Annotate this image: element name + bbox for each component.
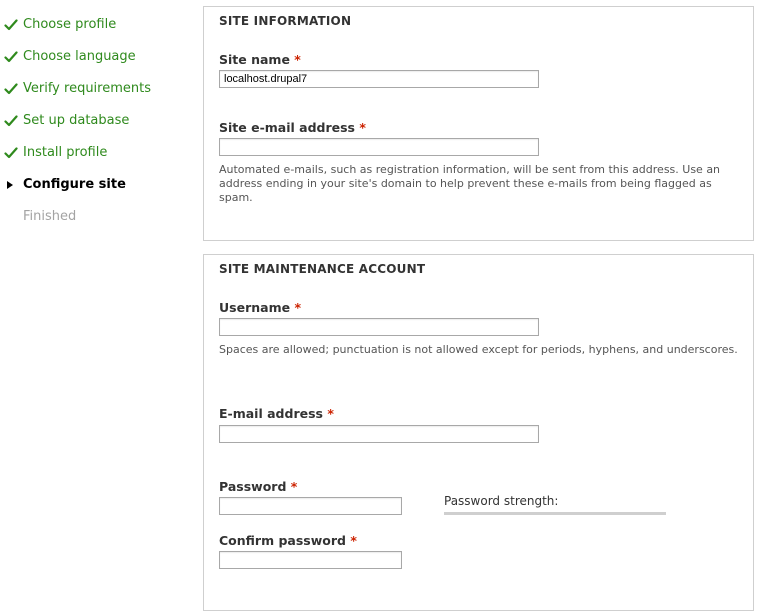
email-address-input[interactable] (219, 425, 539, 443)
step-label: Set up database (23, 113, 130, 128)
step-label: Choose profile (23, 17, 117, 32)
step-finished (0, 207, 190, 227)
username-label (219, 300, 301, 315)
password-strength-indicator (444, 512, 666, 515)
email-address-label-text: E-mail address (219, 406, 323, 421)
username-description: Spaces are allowed; punctuation is not allowed except for periods, hyphens, and underscores. (219, 343, 738, 356)
required-marker: * (350, 533, 357, 548)
site-maintenance-account-fieldset (203, 254, 754, 611)
step-choose-profile (0, 15, 190, 35)
site-email-input[interactable] (219, 138, 539, 156)
username-label-text: Username (219, 300, 291, 315)
password-strength-label: Password strength: (444, 494, 559, 508)
required-marker: * (327, 406, 334, 421)
site-name-label (219, 52, 301, 67)
step-label: Finished (23, 209, 77, 224)
required-marker: * (294, 300, 301, 315)
step-configure-site (0, 175, 190, 195)
site-name-label-text: Site name (219, 52, 290, 67)
confirm-password-label (219, 533, 357, 548)
site-email-description: Automated e-mails, such as registration information, will be sent from this address. Use an address ending in your site's domain to help prevent these e-mails from being flagged as spam. (219, 163, 721, 204)
password-input[interactable] (219, 497, 402, 515)
step-choose-language (0, 47, 190, 67)
confirm-password-input[interactable] (219, 551, 402, 569)
current-step-arrow-icon (4, 175, 20, 195)
step-verify-requirements (0, 79, 190, 99)
step-label: Verify requirements (23, 81, 152, 96)
site-information-legend: SITE INFORMATION (219, 14, 352, 28)
required-marker: * (294, 52, 301, 67)
checkmark-icon (4, 15, 20, 35)
site-maintenance-account-legend: SITE MAINTENANCE ACCOUNT (219, 262, 426, 276)
step-label: Choose language (23, 49, 136, 64)
site-information-fieldset (203, 6, 754, 241)
required-marker: * (290, 479, 298, 494)
checkmark-icon (4, 111, 20, 131)
confirm-password-label-text: Confirm password (219, 533, 346, 548)
site-email-label-text: Site e-mail address (219, 120, 355, 135)
step-label: Install profile (23, 145, 108, 160)
site-name-input[interactable] (219, 70, 539, 88)
step-set-up-database (0, 111, 190, 131)
step-install-profile (0, 143, 190, 163)
step-label: Configure site (23, 177, 126, 192)
password-label-text: Password (219, 479, 287, 494)
site-email-label (219, 120, 366, 135)
username-input[interactable] (219, 318, 539, 336)
required-marker: * (359, 120, 366, 135)
password-label (219, 479, 297, 494)
checkmark-icon (4, 79, 20, 99)
checkmark-icon (4, 143, 20, 163)
email-address-label (219, 406, 334, 421)
checkmark-icon (4, 47, 20, 67)
